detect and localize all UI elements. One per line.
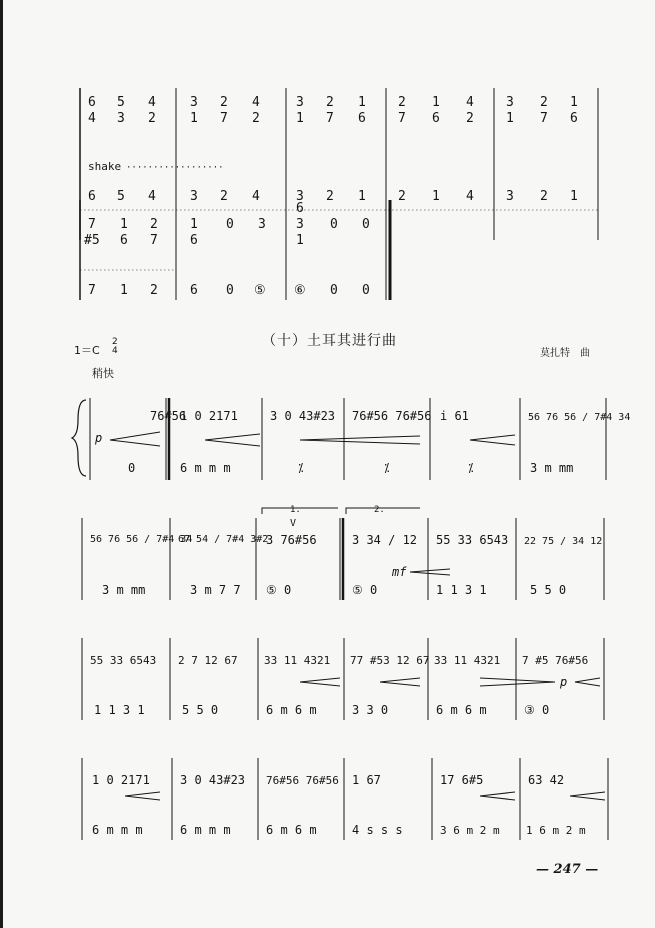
note: 1: [432, 95, 440, 110]
note: 7: [150, 233, 158, 248]
note: 7: [88, 217, 96, 232]
note: 6: [570, 111, 578, 126]
bass-note: 6 m m m: [180, 823, 231, 837]
bass-note: 1 6 m 2 m: [526, 824, 586, 837]
score-system-5: [0, 620, 655, 730]
breath-mark: V: [290, 518, 297, 529]
key-signature: 1＝C: [74, 344, 100, 357]
time-signature: [112, 338, 118, 356]
note: 0: [330, 283, 338, 298]
note-group: 22 75 / 34 12: [524, 536, 603, 547]
note-group: 3 34 / 12: [352, 533, 418, 547]
note: ⑥: [294, 283, 306, 298]
bass-note: 6 m 6 m: [266, 823, 317, 837]
score-system-3: [0, 380, 655, 490]
note: 2: [252, 111, 260, 126]
note: 6: [88, 189, 96, 204]
composer: 莫扎特 曲: [540, 348, 590, 359]
note: 0: [362, 217, 370, 232]
bass-note: 3 3 0: [352, 703, 389, 717]
note: 1: [120, 217, 128, 232]
note: 2: [540, 189, 548, 204]
note: 1: [358, 95, 366, 110]
note: 1: [358, 189, 366, 204]
note: 4: [148, 95, 156, 110]
bass-note: 3 6 m 2 m: [440, 824, 500, 837]
time-numerator: 2: [112, 337, 118, 347]
note: 3: [296, 217, 304, 232]
note: 1: [570, 95, 578, 110]
note-group: 63 42: [528, 773, 565, 787]
bass-note: ⑤ 0: [352, 583, 378, 597]
shake-dots: ··················: [126, 163, 224, 173]
note: 2: [220, 189, 228, 204]
note: 3: [190, 95, 198, 110]
note-group: 76#56: [150, 409, 187, 423]
note: 5: [117, 95, 125, 110]
note-group: 56 76 56 / 7#4 34: [90, 534, 193, 545]
note: 2: [220, 95, 228, 110]
note: 3: [190, 189, 198, 204]
note: 3: [258, 217, 266, 232]
bass-note: 0: [128, 461, 136, 475]
note: 2: [398, 95, 406, 110]
system1-notes: [88, 95, 578, 204]
dynamic-mf: mf: [392, 565, 407, 579]
note-group: 1 0 2171: [180, 409, 238, 423]
note: 7: [398, 111, 406, 126]
score-system-4: [0, 500, 655, 610]
note: 2: [326, 189, 334, 204]
volta-2: 2.: [374, 505, 385, 515]
bass-note: 5 5 0: [182, 703, 219, 717]
note: 6: [190, 283, 198, 298]
system2-notes: [84, 201, 370, 298]
note: 6: [190, 233, 198, 248]
note: 6: [432, 111, 440, 126]
note: 4: [466, 95, 474, 110]
note-group: 76#56 76#56: [352, 409, 432, 423]
note: 2: [398, 189, 406, 204]
score-system-6: [0, 740, 655, 850]
note-group: 3 0 43#23: [270, 409, 336, 423]
bass-note: 1 1 3 1: [436, 583, 487, 597]
time-denominator: 4: [112, 346, 118, 356]
bass-note: 3 m 7 7: [190, 583, 241, 597]
note: 4: [252, 95, 260, 110]
note: 3: [296, 189, 304, 204]
note-group: 3 76#56: [266, 533, 317, 547]
note-group: 67 54 / 7#4 3#2: [178, 534, 269, 545]
note: 4: [466, 189, 474, 204]
bass-note: ③ 0: [524, 703, 550, 717]
bass-note: 3 m mm: [530, 461, 574, 475]
note: 1: [296, 233, 304, 248]
repeat-sign: ⁒: [298, 461, 304, 475]
note: 1: [506, 111, 514, 126]
bass-note: 4 s s s: [352, 823, 403, 837]
volta-1: 1.: [290, 505, 301, 515]
note-group: 33 11 4321: [264, 654, 331, 667]
note: 7: [88, 283, 96, 298]
note-group: 1 0 2171: [92, 773, 150, 787]
note-group: 56 76 56 / 7#4 34: [528, 412, 631, 423]
piece-title: （十）土耳其进行曲: [262, 333, 397, 349]
dynamic-p: p: [560, 675, 568, 689]
note-group: i 61: [440, 409, 469, 423]
bass-note: 6 m m m: [92, 823, 143, 837]
note: 0: [330, 217, 338, 232]
note: 6: [88, 95, 96, 110]
note: 2: [150, 283, 158, 298]
note: 3: [506, 95, 514, 110]
note-group: 1 67: [352, 773, 381, 787]
note-group: 7 #5 76#56: [522, 654, 589, 667]
note-group: 76#56 76#56: [266, 774, 339, 787]
note: 4: [88, 111, 96, 126]
note: 3: [296, 95, 304, 110]
note: 7: [220, 111, 228, 126]
note: 4: [148, 189, 156, 204]
note-group: 55 33 6543: [90, 654, 157, 667]
note: 2: [150, 217, 158, 232]
note: 7: [540, 111, 548, 126]
note: 0: [362, 283, 370, 298]
dynamic-p: p: [95, 431, 103, 445]
note: 1: [432, 189, 440, 204]
note: 0: [226, 217, 234, 232]
note: 1: [570, 189, 578, 204]
note: #5: [84, 233, 100, 248]
note-group: 2 7 12 67: [178, 654, 238, 667]
note-group: 55 33 6543: [436, 533, 509, 547]
shake-label: shake: [88, 160, 122, 173]
note: 6: [358, 111, 366, 126]
bass-note: 1 1 3 1: [94, 703, 145, 717]
bass-note: 5 5 0: [530, 583, 567, 597]
note-group: 3 0 43#23: [180, 773, 246, 787]
note: 7: [326, 111, 334, 126]
repeat-sign: ⁒: [384, 461, 390, 475]
note: 0: [226, 283, 234, 298]
note: 6: [120, 233, 128, 248]
note: 2: [148, 111, 156, 126]
note-group: 17 6#5: [440, 773, 484, 787]
bass-note: ⑤ 0: [266, 583, 292, 597]
note: 2: [540, 95, 548, 110]
page-number: — 247 —: [536, 862, 599, 877]
note: 1: [296, 111, 304, 126]
note: 1: [190, 217, 198, 232]
note: 3: [506, 189, 514, 204]
bass-note: 6 m m m: [180, 461, 231, 475]
note-group: 33 11 4321: [434, 654, 501, 667]
note: ⑤: [254, 283, 266, 298]
bass-note: 3 m mm: [102, 583, 146, 597]
note: 2: [326, 95, 334, 110]
bass-note: 6 m 6 m: [436, 703, 487, 717]
tempo-marking: 稍快: [92, 367, 114, 380]
note: 5: [117, 189, 125, 204]
note: 3: [117, 111, 125, 126]
note: 2: [466, 111, 474, 126]
bass-note: 6 m 6 m: [266, 703, 317, 717]
note: 6: [296, 201, 304, 216]
repeat-sign: ⁒: [468, 461, 474, 475]
score-system-ending: [0, 190, 655, 310]
note-group: 77 #53 12 67: [350, 654, 430, 667]
note: 1: [120, 283, 128, 298]
note: 1: [190, 111, 198, 126]
note: 4: [252, 189, 260, 204]
